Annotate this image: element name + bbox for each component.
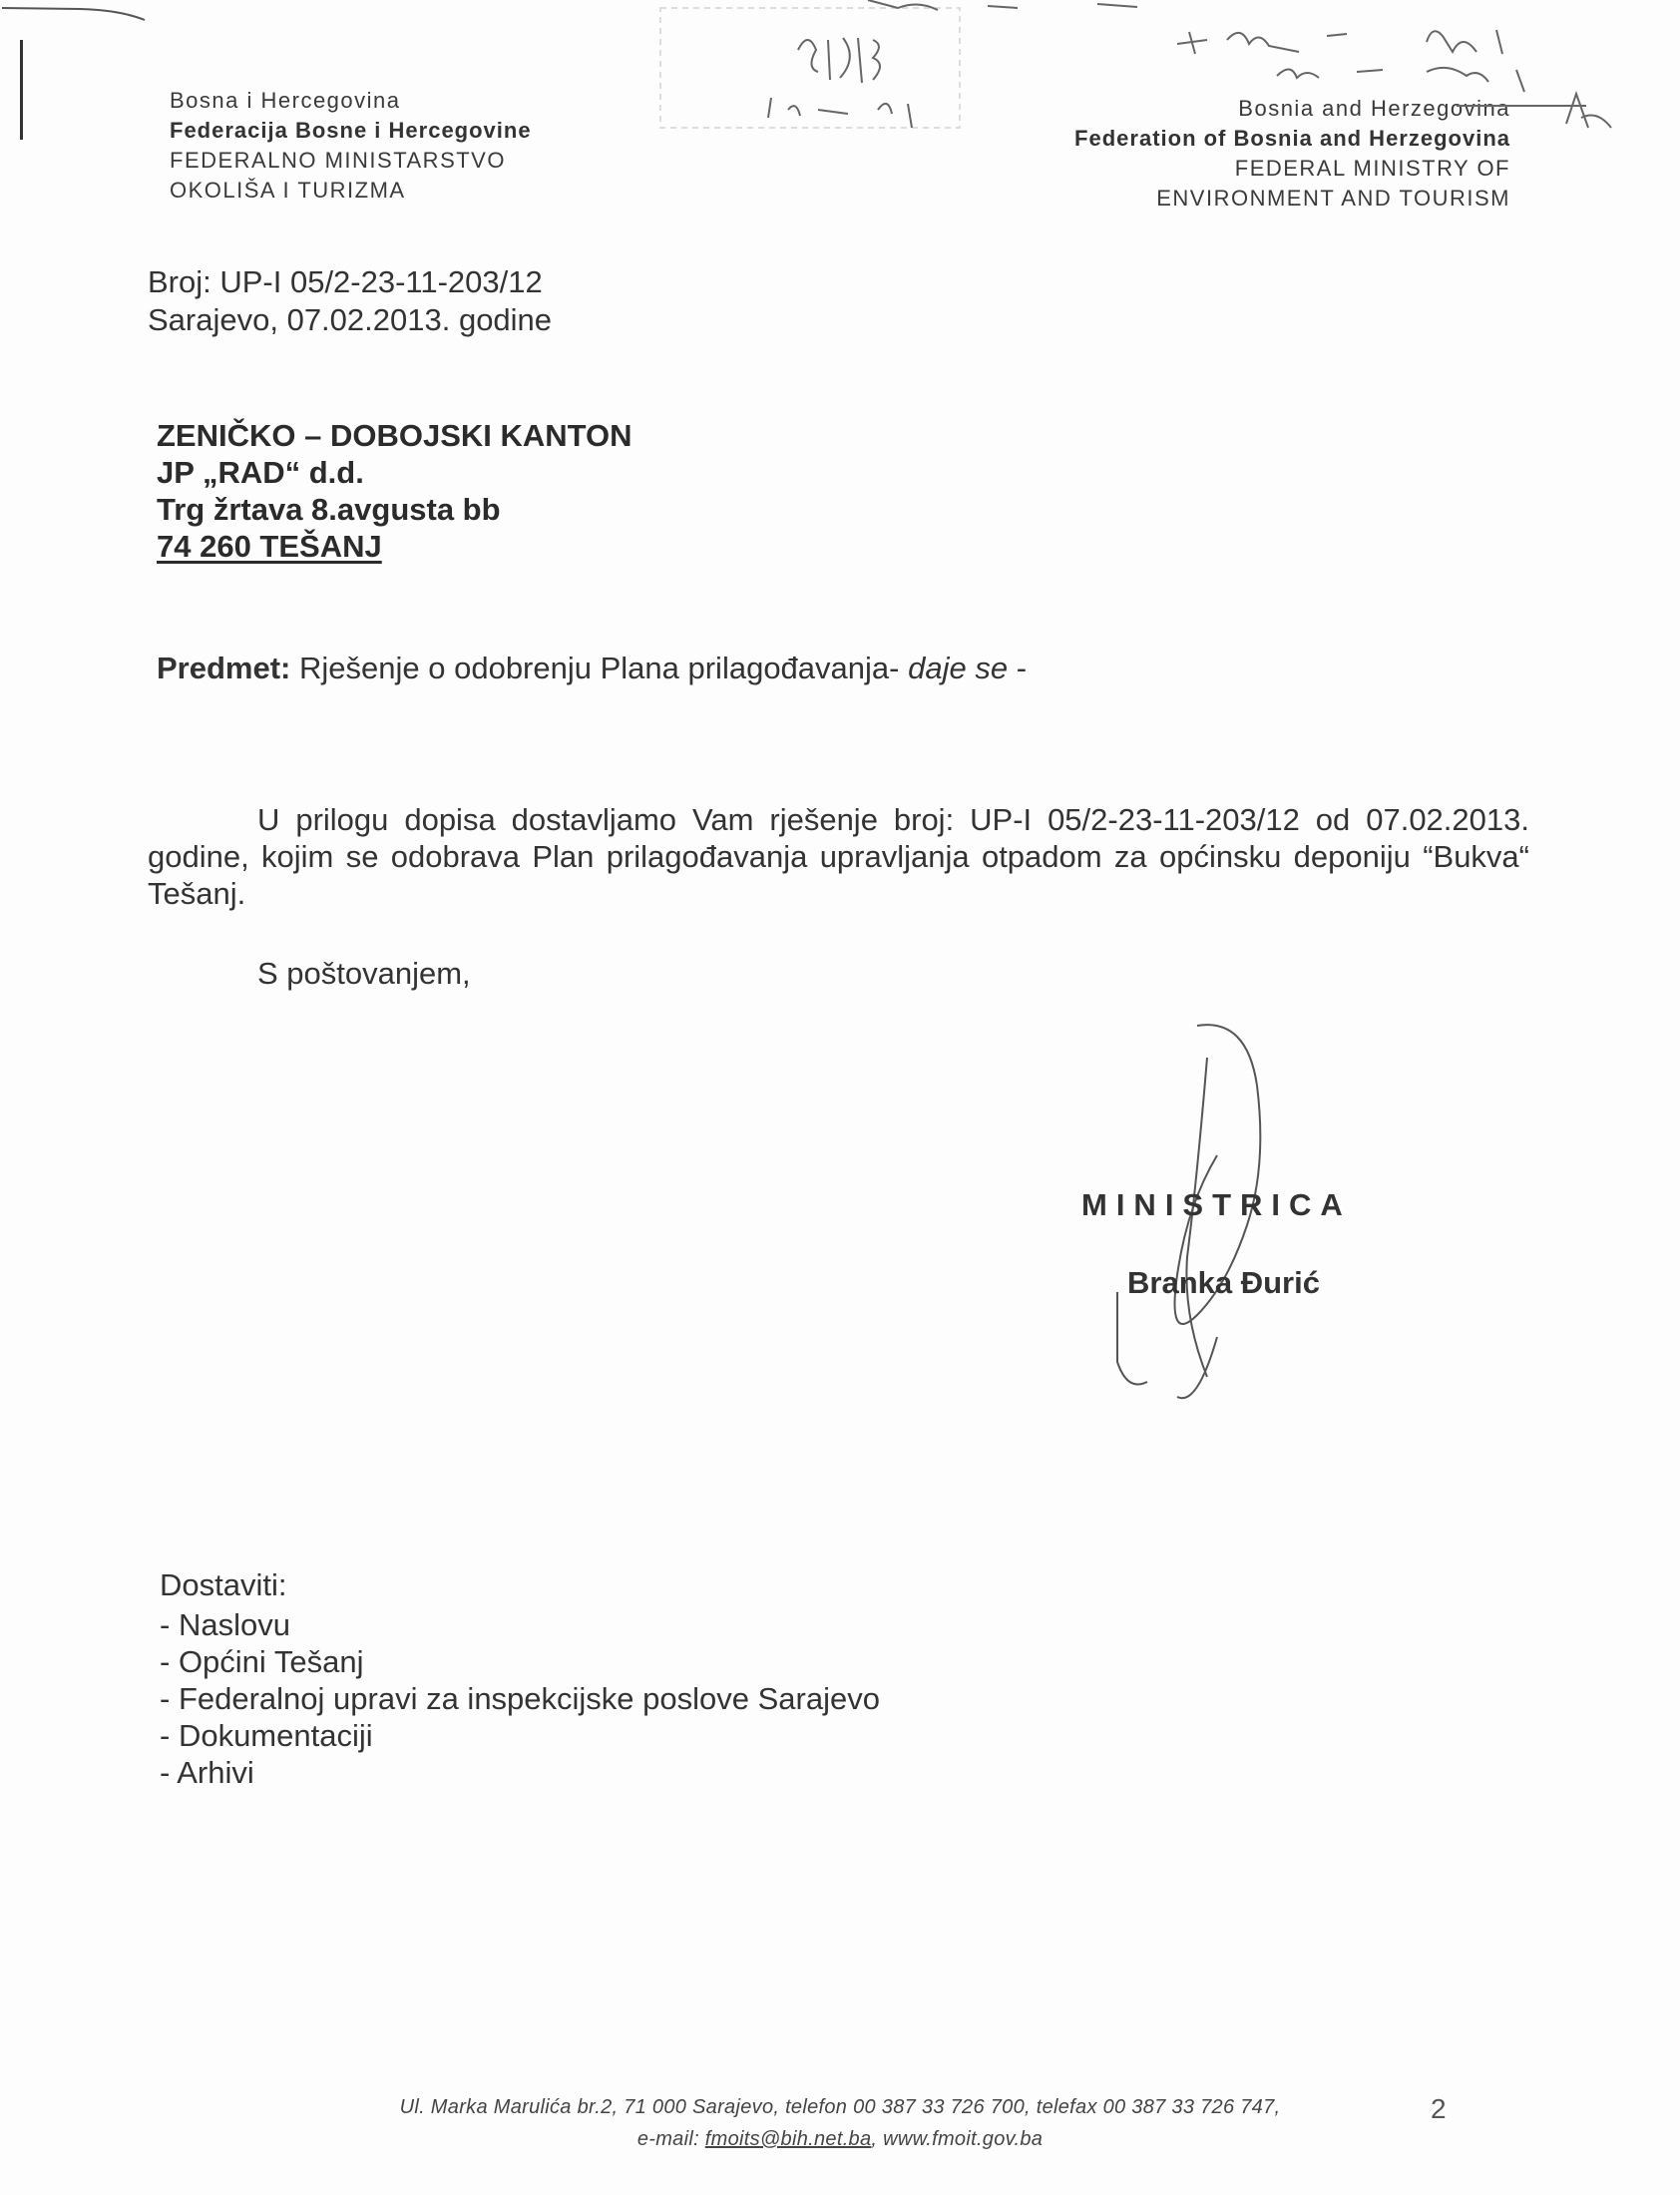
- recipient-street: Trg žrtava 8.avgusta bb: [157, 492, 501, 527]
- letterhead-country-bs: Bosna i Hercegovina: [170, 88, 401, 113]
- distribution-item: - Općini Tešanj: [160, 1643, 880, 1680]
- reference-place-date: Sarajevo, 07.02.2013. godine: [148, 302, 553, 337]
- letterhead-country-en: Bosnia and Herzegovina: [1238, 96, 1510, 121]
- letterhead-ministry-en-2: ENVIRONMENT AND TOURISM: [1156, 186, 1510, 211]
- handwritten-stamp-notes: [638, 0, 1616, 200]
- distribution-item: - Federalnoj upravi za inspekcijske poslove Sarajevo: [160, 1680, 880, 1717]
- subject-line: [157, 651, 1027, 686]
- letterhead-ministry-bs-2: OKOLIŠA I TURIZMA: [170, 178, 406, 203]
- scan-artifact-bar: [20, 40, 23, 140]
- page-number: 2: [1431, 2093, 1447, 2124]
- footer-contact: [0, 2128, 1680, 2151]
- letterhead-ministry-en: FEDERAL MINISTRY OF: [1234, 156, 1510, 181]
- footer-address: Ul. Marka Marulića br.2, 71 000 Sarajevo, telefon 00 387 33 726 700, telefax 00 387 33 726 747,: [399, 2096, 1281, 2118]
- recipient-canton: ZENIČKO – DOBOJSKI KANTON: [157, 418, 632, 453]
- subject-italic: daje se: [908, 651, 1009, 685]
- distribution-item: - Arhivi: [160, 1754, 880, 1791]
- reference-number: Broj: UP-I 05/2-23-11-203/12: [148, 264, 543, 299]
- footer-web: , www.fmoit.gov.ba: [871, 2128, 1044, 2150]
- recipient-company: JP „RAD“ d.d.: [157, 455, 364, 490]
- subject-text: Rješenje o odobrenju Plana prilagođavanja-: [299, 651, 900, 685]
- subject-trail: -: [1016, 651, 1028, 685]
- distribution-list: [160, 1606, 880, 1791]
- distribution-item: - Naslovu: [160, 1606, 880, 1643]
- letterhead-federation-bs: Federacija Bosne i Hercegovine: [170, 118, 532, 143]
- recipient-address: [157, 417, 632, 565]
- signatory-title: MINISTRICA: [1081, 1187, 1352, 1222]
- body-paragraph: U prilogu dopisa dostavljamo Vam rješenje broj: UP-I 05/2-23-11-203/12 od 07.02.2013. godine, kojim se odobrava Plan prilagođavanja upravljanja otpadom za općinsku deponiju “Bukva“ Tešanj.: [148, 802, 1529, 911]
- letterhead-federation-en: Federation of Bosnia and Herzegovina: [1074, 126, 1510, 151]
- closing-salutation: S poštovanjem,: [257, 956, 471, 991]
- distribution-title: Dostaviti:: [160, 1567, 287, 1602]
- recipient-city: 74 260 TEŠANJ: [157, 529, 382, 564]
- distribution-item: - Dokumentaciji: [160, 1717, 880, 1754]
- footer-email-label: e-mail:: [636, 2128, 699, 2150]
- footer-email-link[interactable]: fmoits@bih.net.ba: [704, 2128, 872, 2150]
- subject-label: Predmet:: [157, 651, 291, 685]
- letterhead-ministry-bs: FEDERALNO MINISTARSTVO: [170, 148, 506, 173]
- reference-block: [148, 263, 552, 339]
- scan-artifact-line: [0, 0, 150, 24]
- signatory-name: Branka Đurić: [1127, 1265, 1320, 1300]
- letterhead-left: [170, 86, 532, 206]
